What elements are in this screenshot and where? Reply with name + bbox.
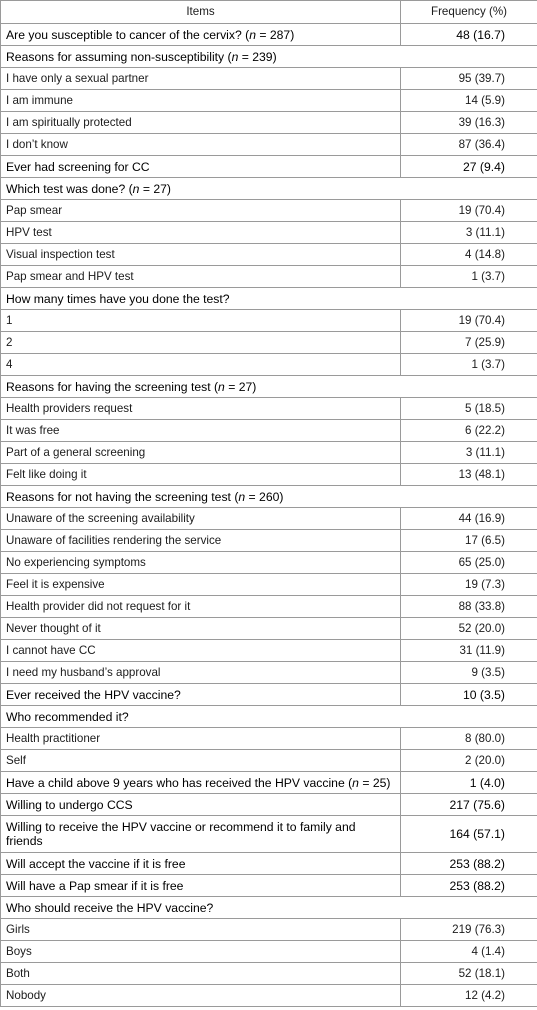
- frequency-cell: 17 (6.5): [401, 530, 537, 552]
- item-cell: Ever had screening for CC: [1, 156, 401, 178]
- frequency-cell: 2 (20.0): [401, 750, 537, 772]
- frequency-cell: 219 (76.3): [401, 919, 537, 941]
- frequency-cell: 95 (39.7): [401, 68, 537, 90]
- item-cell: 1: [1, 310, 401, 332]
- table-row: [1, 596, 537, 618]
- frequency-cell: 3 (11.1): [401, 222, 537, 244]
- item-cell: Which test was done? (n = 27): [1, 178, 537, 200]
- table-row: [1, 354, 537, 376]
- item-cell: It was free: [1, 420, 401, 442]
- item-cell: Have a child above 9 years who has received the HPV vaccine (n = 25): [1, 772, 401, 794]
- frequency-cell: 10 (3.5): [401, 684, 537, 706]
- item-cell: Boys: [1, 941, 401, 963]
- frequency-cell: 9 (3.5): [401, 662, 537, 684]
- item-cell: I cannot have CC: [1, 640, 401, 662]
- frequency-cell: 88 (33.8): [401, 596, 537, 618]
- frequency-cell: 52 (18.1): [401, 963, 537, 985]
- frequency-cell: 164 (57.1): [401, 816, 537, 853]
- item-cell: I am immune: [1, 90, 401, 112]
- table-row: [1, 728, 537, 750]
- frequency-cell: 19 (7.3): [401, 574, 537, 596]
- table-row: [1, 662, 537, 684]
- table-row: [1, 442, 537, 464]
- frequency-cell: 39 (16.3): [401, 112, 537, 134]
- item-cell: Health practitioner: [1, 728, 401, 750]
- frequency-cell: 3 (11.1): [401, 442, 537, 464]
- frequency-cell: 14 (5.9): [401, 90, 537, 112]
- table-row: [1, 90, 537, 112]
- item-cell: How many times have you done the test?: [1, 288, 537, 310]
- item-cell: HPV test: [1, 222, 401, 244]
- table-question-row: [1, 772, 537, 794]
- table-body: [1, 24, 537, 1007]
- item-cell: Pap smear and HPV test: [1, 266, 401, 288]
- table-question-row: [1, 156, 537, 178]
- frequency-cell: 31 (11.9): [401, 640, 537, 662]
- frequency-cell: 217 (75.6): [401, 794, 537, 816]
- table-question-row: [1, 816, 537, 853]
- table-row: [1, 112, 537, 134]
- table-row: [1, 574, 537, 596]
- frequency-column-header: Frequency (%): [401, 1, 537, 24]
- table-row: [1, 508, 537, 530]
- frequency-cell: 5 (18.5): [401, 398, 537, 420]
- item-cell: Health providers request: [1, 398, 401, 420]
- frequency-cell: 1 (4.0): [401, 772, 537, 794]
- item-cell: Ever received the HPV vaccine?: [1, 684, 401, 706]
- table-group-header-row: [1, 486, 537, 508]
- frequency-cell: 27 (9.4): [401, 156, 537, 178]
- table-row: [1, 310, 537, 332]
- item-cell: Feel it is expensive: [1, 574, 401, 596]
- item-cell: Self: [1, 750, 401, 772]
- table-row: [1, 200, 537, 222]
- item-cell: Reasons for not having the screening test (n = 260): [1, 486, 537, 508]
- item-cell: Part of a general screening: [1, 442, 401, 464]
- frequency-cell: 6 (22.2): [401, 420, 537, 442]
- frequency-cell: 13 (48.1): [401, 464, 537, 486]
- item-cell: Nobody: [1, 985, 401, 1007]
- table-row: [1, 266, 537, 288]
- table-row: [1, 640, 537, 662]
- item-cell: Unaware of the screening availability: [1, 508, 401, 530]
- table-row: [1, 68, 537, 90]
- frequency-cell: 4 (1.4): [401, 941, 537, 963]
- item-cell: I don’t know: [1, 134, 401, 156]
- frequency-cell: 19 (70.4): [401, 310, 537, 332]
- table-header-row: [1, 1, 537, 24]
- table-row: [1, 919, 537, 941]
- table-row: [1, 552, 537, 574]
- item-cell: Are you susceptible to cancer of the cervix? (n = 287): [1, 24, 401, 46]
- item-cell: I am spiritually protected: [1, 112, 401, 134]
- item-cell: Health provider did not request for it: [1, 596, 401, 618]
- frequency-cell: 1 (3.7): [401, 354, 537, 376]
- frequency-cell: 1 (3.7): [401, 266, 537, 288]
- item-cell: Girls: [1, 919, 401, 941]
- table-question-row: [1, 794, 537, 816]
- table-question-row: [1, 853, 537, 875]
- frequency-cell: 52 (20.0): [401, 618, 537, 640]
- item-cell: 2: [1, 332, 401, 354]
- table-question-row: [1, 684, 537, 706]
- item-cell: Reasons for having the screening test (n = 27): [1, 376, 537, 398]
- table-row: [1, 985, 537, 1007]
- frequency-cell: 8 (80.0): [401, 728, 537, 750]
- table-group-header-row: [1, 46, 537, 68]
- item-cell: Will accept the vaccine if it is free: [1, 853, 401, 875]
- item-cell: Pap smear: [1, 200, 401, 222]
- item-cell: Both: [1, 963, 401, 985]
- item-cell: Unaware of facilities rendering the service: [1, 530, 401, 552]
- table-row: [1, 618, 537, 640]
- item-cell: I have only a sexual partner: [1, 68, 401, 90]
- frequency-cell: 48 (16.7): [401, 24, 537, 46]
- items-column-header: Items: [1, 1, 401, 24]
- frequency-cell: 19 (70.4): [401, 200, 537, 222]
- table-group-header-row: [1, 288, 537, 310]
- frequency-cell: 4 (14.8): [401, 244, 537, 266]
- frequency-cell: 87 (36.4): [401, 134, 537, 156]
- item-cell: 4: [1, 354, 401, 376]
- table-row: [1, 332, 537, 354]
- table-row: [1, 530, 537, 552]
- table-question-row: [1, 24, 537, 46]
- table-group-header-row: [1, 376, 537, 398]
- table-group-header-row: [1, 897, 537, 919]
- item-cell: Willing to receive the HPV vaccine or recommend it to family and friends: [1, 816, 401, 853]
- item-cell: Who should receive the HPV vaccine?: [1, 897, 537, 919]
- table-row: [1, 464, 537, 486]
- table-row: [1, 222, 537, 244]
- frequency-cell: 7 (25.9): [401, 332, 537, 354]
- table-row: [1, 244, 537, 266]
- frequency-cell: 253 (88.2): [401, 875, 537, 897]
- item-cell: Willing to undergo CCS: [1, 794, 401, 816]
- frequency-cell: 253 (88.2): [401, 853, 537, 875]
- table-row: [1, 963, 537, 985]
- item-cell: Will have a Pap smear if it is free: [1, 875, 401, 897]
- item-cell: Who recommended it?: [1, 706, 537, 728]
- item-cell: Visual inspection test: [1, 244, 401, 266]
- table-row: [1, 941, 537, 963]
- item-cell: I need my husband’s approval: [1, 662, 401, 684]
- frequency-cell: 65 (25.0): [401, 552, 537, 574]
- table-group-header-row: [1, 178, 537, 200]
- item-cell: Reasons for assuming non-susceptibility (n = 239): [1, 46, 537, 68]
- frequency-cell: 12 (4.2): [401, 985, 537, 1007]
- table-group-header-row: [1, 706, 537, 728]
- frequency-cell: 44 (16.9): [401, 508, 537, 530]
- item-cell: No experiencing symptoms: [1, 552, 401, 574]
- table-row: [1, 398, 537, 420]
- table-row: [1, 750, 537, 772]
- item-cell: Felt like doing it: [1, 464, 401, 486]
- item-cell: Never thought of it: [1, 618, 401, 640]
- table-question-row: [1, 875, 537, 897]
- table-row: [1, 134, 537, 156]
- table-row: [1, 420, 537, 442]
